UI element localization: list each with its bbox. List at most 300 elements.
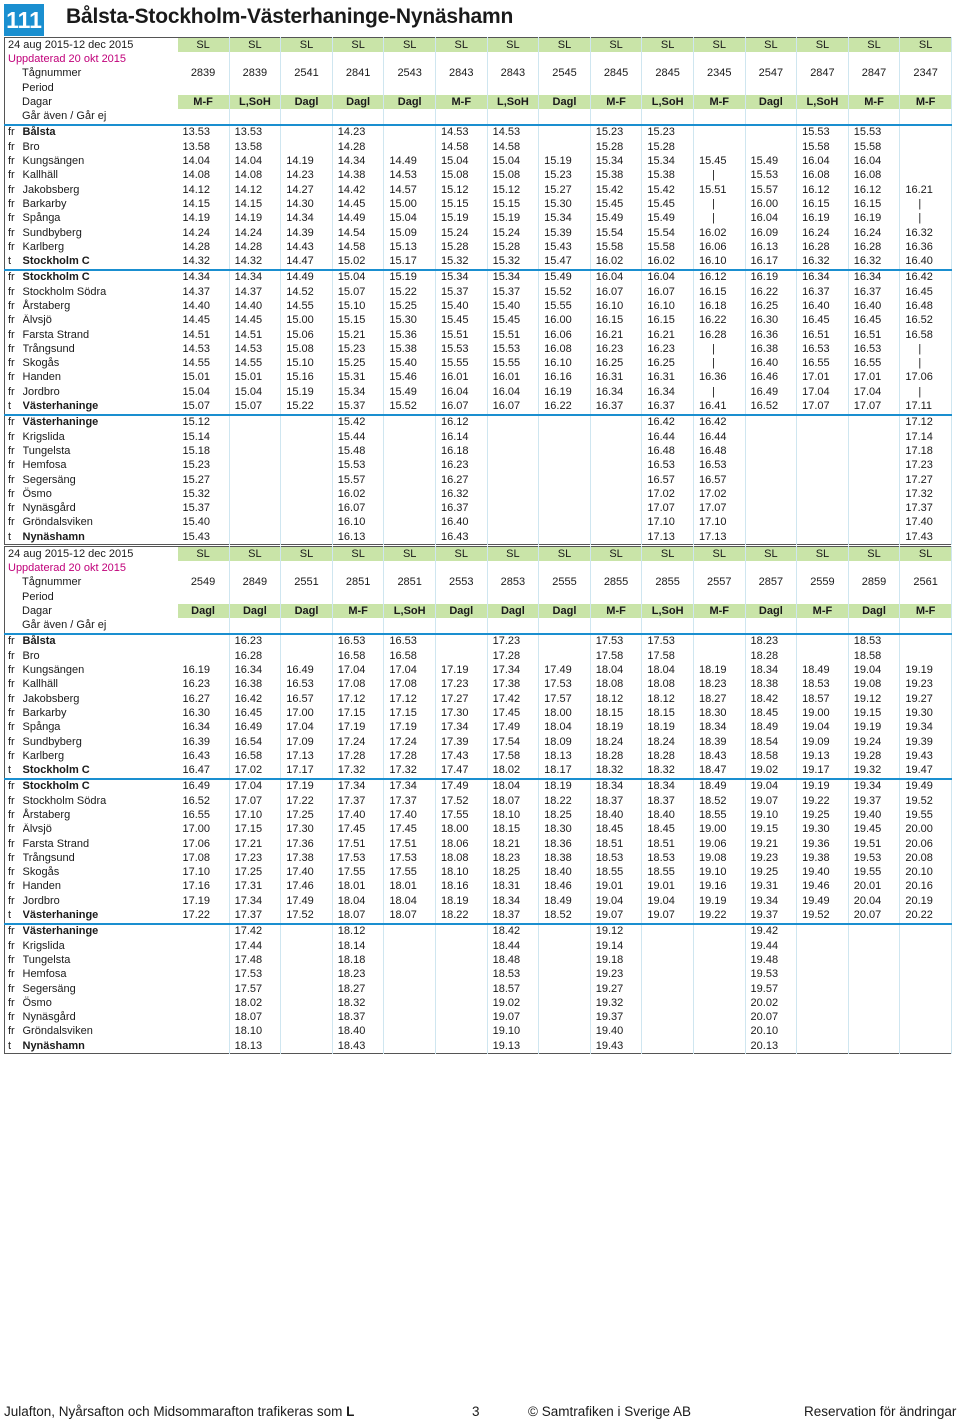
departure-time: 16.10 xyxy=(539,357,591,371)
departure-time: 18.12 xyxy=(332,924,384,939)
departure-time xyxy=(590,415,642,430)
departure-time xyxy=(435,1011,487,1025)
empty-cell xyxy=(384,52,436,66)
departure-time: 15.27 xyxy=(539,183,591,197)
departure-time xyxy=(745,125,797,140)
departure-time: 15.24 xyxy=(487,226,539,240)
stop-prefix: fr xyxy=(8,866,15,879)
departure-time xyxy=(848,982,900,996)
train-number-cell: 2853 xyxy=(487,576,539,590)
departure-time xyxy=(435,982,487,996)
departure-time: 18.54 xyxy=(745,735,797,749)
empty-cell xyxy=(332,52,384,66)
departure-time xyxy=(384,939,436,953)
departure-time: 17.02 xyxy=(642,487,694,501)
stop-prefix: fr xyxy=(8,487,15,500)
departure-time: 16.45 xyxy=(797,314,849,328)
departure-time: 15.53 xyxy=(435,342,487,356)
departure-time xyxy=(848,1011,900,1025)
stop-name: Tungelsta xyxy=(22,444,71,457)
stop-row xyxy=(5,314,952,328)
empty-cell xyxy=(797,618,849,633)
departure-time: 17.25 xyxy=(281,808,333,822)
departure-time: 17.37 xyxy=(900,502,952,516)
departure-time: 15.49 xyxy=(642,212,694,226)
departure-time xyxy=(487,473,539,487)
departure-time xyxy=(539,968,591,982)
departure-time: 16.07 xyxy=(590,285,642,299)
departure-time xyxy=(848,487,900,501)
departure-time xyxy=(539,634,591,649)
departure-time: 16.37 xyxy=(848,285,900,299)
departure-time: 19.13 xyxy=(487,1039,539,1054)
departure-time: 17.17 xyxy=(281,763,333,778)
departure-time: 18.34 xyxy=(693,721,745,735)
departure-time xyxy=(229,459,281,473)
departure-time: 18.02 xyxy=(229,996,281,1010)
departure-time: 16.10 xyxy=(332,516,384,530)
departure-time: 15.04 xyxy=(178,385,230,399)
departure-time: | xyxy=(693,169,745,183)
departure-time xyxy=(281,444,333,458)
departure-time: 16.06 xyxy=(539,328,591,342)
departure-time: 16.28 xyxy=(693,328,745,342)
departure-time xyxy=(745,473,797,487)
departure-time: 18.25 xyxy=(487,866,539,880)
departure-time: 16.27 xyxy=(435,473,487,487)
departure-time xyxy=(745,430,797,444)
departure-time: 14.58 xyxy=(487,140,539,154)
departure-time: 17.10 xyxy=(642,516,694,530)
departure-time: 17.48 xyxy=(229,953,281,967)
departure-time: 19.52 xyxy=(797,908,849,923)
departure-time xyxy=(797,939,849,953)
departure-time xyxy=(229,516,281,530)
stop-name: Bålsta xyxy=(23,634,178,649)
departure-time xyxy=(797,444,849,458)
days-cell: Dagl xyxy=(487,604,539,618)
operator-cell: SL xyxy=(745,38,797,53)
stop-name: Sundbyberg xyxy=(22,735,82,748)
stop-name: Västerhaninge xyxy=(22,400,99,413)
departure-time: 16.14 xyxy=(435,430,487,444)
departure-time xyxy=(281,459,333,473)
departure-time: 19.40 xyxy=(797,866,849,880)
departure-time: 16.23 xyxy=(435,459,487,473)
departure-time: 17.23 xyxy=(487,634,539,649)
departure-time: 16.42 xyxy=(693,415,745,430)
train-number-cell: 2843 xyxy=(435,67,487,81)
days-cell: L,SoH xyxy=(797,95,849,109)
departure-time: 16.07 xyxy=(435,399,487,414)
departure-time: 19.27 xyxy=(900,692,952,706)
departure-time: 17.04 xyxy=(848,385,900,399)
departure-time: 15.42 xyxy=(332,415,384,430)
departure-time xyxy=(178,968,230,982)
stop-name: Skogås xyxy=(22,866,60,879)
departure-time: 18.12 xyxy=(642,692,694,706)
stop-row xyxy=(5,939,952,953)
departure-time xyxy=(900,996,952,1010)
train-number-cell: 2843 xyxy=(487,67,539,81)
departure-time: 18.46 xyxy=(539,880,591,894)
stop-prefix: fr xyxy=(8,371,15,384)
departure-time: 17.25 xyxy=(229,866,281,880)
departure-time: 20.10 xyxy=(900,866,952,880)
empty-cell xyxy=(384,590,436,604)
departure-time: 15.09 xyxy=(384,226,436,240)
departure-time: 19.51 xyxy=(848,837,900,851)
train-number-cell: 2847 xyxy=(848,67,900,81)
departure-time xyxy=(693,953,745,967)
departure-time: 17.15 xyxy=(229,823,281,837)
departure-time: 18.21 xyxy=(487,837,539,851)
days-cell: M-F xyxy=(332,604,384,618)
departure-time: 15.01 xyxy=(178,371,230,385)
empty-cell xyxy=(435,590,487,604)
stop-prefix: fr xyxy=(8,342,15,355)
departure-time: 18.45 xyxy=(745,706,797,720)
empty-cell xyxy=(539,618,591,633)
departure-time: 16.42 xyxy=(229,692,281,706)
departure-time: 15.45 xyxy=(642,197,694,211)
stop-prefix: fr xyxy=(8,212,15,225)
departure-time: 19.13 xyxy=(797,749,849,763)
operator-cell: SL xyxy=(229,38,281,53)
departure-time: 17.07 xyxy=(642,502,694,516)
empty-cell xyxy=(642,81,694,95)
departure-time: 17.42 xyxy=(229,924,281,939)
stop-name: Kungsängen xyxy=(22,664,85,677)
departure-time: 17.37 xyxy=(384,794,436,808)
stop-prefix: fr xyxy=(8,837,15,850)
departure-time: 15.19 xyxy=(281,385,333,399)
departure-time: 19.46 xyxy=(797,880,849,894)
departure-time: 19.18 xyxy=(590,953,642,967)
departure-time: 20.07 xyxy=(848,908,900,923)
departure-time: 17.04 xyxy=(384,663,436,677)
departure-time xyxy=(435,1039,487,1054)
departure-time xyxy=(900,169,952,183)
departure-time: 19.04 xyxy=(642,894,694,908)
days-row xyxy=(5,604,952,618)
departure-time: 18.15 xyxy=(487,823,539,837)
departure-time: 17.08 xyxy=(332,678,384,692)
departure-time: 15.15 xyxy=(332,314,384,328)
departure-time xyxy=(693,1011,745,1025)
departure-time: 17.27 xyxy=(435,692,487,706)
departure-time: 17.40 xyxy=(384,808,436,822)
departure-time: 16.49 xyxy=(745,385,797,399)
stop-prefix: fr xyxy=(8,706,15,719)
departure-time: 15.30 xyxy=(539,197,591,211)
stop-row xyxy=(5,634,952,649)
departure-time: 17.04 xyxy=(797,385,849,399)
stop-row xyxy=(5,763,952,778)
stop-prefix: fr xyxy=(8,473,15,486)
departure-time: 16.42 xyxy=(900,270,952,285)
empty-cell xyxy=(229,109,281,124)
departure-time: 16.04 xyxy=(797,154,849,168)
departure-time: 16.51 xyxy=(848,328,900,342)
departure-time: 18.12 xyxy=(590,692,642,706)
departure-time: 17.52 xyxy=(435,794,487,808)
stop-name: Segersäng xyxy=(22,982,76,995)
stop-prefix: fr xyxy=(8,299,15,312)
stop-row xyxy=(5,706,952,720)
departure-time xyxy=(384,1025,436,1039)
departure-time: 15.12 xyxy=(487,183,539,197)
page-footer xyxy=(4,1404,958,1422)
departure-time xyxy=(281,1039,333,1054)
departure-time: 18.42 xyxy=(745,692,797,706)
departure-time: 18.01 xyxy=(332,880,384,894)
empty-cell xyxy=(229,618,281,633)
empty-cell xyxy=(539,590,591,604)
train-number-cell: 2547 xyxy=(745,67,797,81)
departure-time xyxy=(693,634,745,649)
operator-cell: SL xyxy=(487,547,539,562)
departure-time xyxy=(693,125,745,140)
stop-row xyxy=(5,226,952,240)
empty-cell xyxy=(178,81,230,95)
stop-name: Nynäsgård xyxy=(22,502,76,515)
departure-time xyxy=(797,924,849,939)
departure-time: 14.39 xyxy=(281,226,333,240)
operator-cell: SL xyxy=(642,38,694,53)
empty-cell xyxy=(435,81,487,95)
departure-time: 15.37 xyxy=(487,285,539,299)
departure-time xyxy=(848,473,900,487)
departure-time: 18.47 xyxy=(693,763,745,778)
departure-time: 18.10 xyxy=(229,1025,281,1039)
departure-time: 15.01 xyxy=(229,371,281,385)
departure-time xyxy=(797,415,849,430)
empty-cell xyxy=(797,52,849,66)
departure-time: 16.08 xyxy=(539,342,591,356)
train-number-cell: 2851 xyxy=(384,576,436,590)
empty-cell xyxy=(745,590,797,604)
departure-time: 18.01 xyxy=(384,880,436,894)
stop-row xyxy=(5,516,952,530)
departure-time: 18.04 xyxy=(487,779,539,794)
departure-time xyxy=(487,502,539,516)
departure-time: 16.27 xyxy=(178,692,230,706)
operator-cell: SL xyxy=(384,547,436,562)
train-number-cell: 2855 xyxy=(642,576,694,590)
departure-time: 14.34 xyxy=(178,270,230,285)
departure-time: 16.01 xyxy=(435,371,487,385)
departure-time: 16.15 xyxy=(590,314,642,328)
departure-time: 15.23 xyxy=(178,459,230,473)
goes-label: Går även / Går ej xyxy=(22,619,107,632)
departure-time xyxy=(590,516,642,530)
departure-time: 16.10 xyxy=(590,299,642,313)
departure-time: 19.30 xyxy=(900,706,952,720)
departure-time: 19.55 xyxy=(848,866,900,880)
departure-time: 19.14 xyxy=(590,939,642,953)
operator-cell: SL xyxy=(384,38,436,53)
stop-row xyxy=(5,444,952,458)
stop-prefix: fr xyxy=(8,502,15,515)
departure-time: 17.57 xyxy=(539,692,591,706)
departure-time: 14.54 xyxy=(332,226,384,240)
departure-time: 19.02 xyxy=(487,996,539,1010)
departure-time: 17.58 xyxy=(590,649,642,663)
departure-time: 15.22 xyxy=(384,285,436,299)
departure-time xyxy=(487,516,539,530)
departure-time: 18.13 xyxy=(539,749,591,763)
departure-time: 17.08 xyxy=(384,678,436,692)
stop-row xyxy=(5,430,952,444)
departure-time xyxy=(590,459,642,473)
operator-cell: SL xyxy=(642,547,694,562)
departure-time xyxy=(178,1039,230,1054)
stop-name: Tungelsta xyxy=(22,953,71,966)
departure-time: 15.53 xyxy=(745,169,797,183)
page-title: Bålsta-Stockholm-Västerhaninge-Nynäshamn xyxy=(66,5,514,28)
departure-time: 19.19 xyxy=(693,894,745,908)
departure-time: 16.36 xyxy=(900,240,952,254)
stop-row xyxy=(5,459,952,473)
departure-time: 14.37 xyxy=(178,285,230,299)
train-number-cell: 2555 xyxy=(539,576,591,590)
empty-cell xyxy=(900,561,952,575)
departure-time: 19.19 xyxy=(848,721,900,735)
departure-time xyxy=(539,140,591,154)
departure-time: 16.18 xyxy=(693,299,745,313)
departure-time: 20.16 xyxy=(900,880,952,894)
departure-time: 18.23 xyxy=(487,851,539,865)
stop-row xyxy=(5,894,952,908)
departure-time: 17.40 xyxy=(900,516,952,530)
departure-time: 19.34 xyxy=(848,779,900,794)
departure-time: 16.04 xyxy=(642,270,694,285)
empty-cell xyxy=(281,52,333,66)
stop-row xyxy=(5,530,952,545)
departure-time xyxy=(848,1025,900,1039)
stop-prefix: fr xyxy=(5,125,23,140)
departure-time: 18.49 xyxy=(797,663,849,677)
departure-time: 17.23 xyxy=(900,459,952,473)
departure-time: 15.00 xyxy=(281,314,333,328)
empty-cell xyxy=(281,590,333,604)
stop-name: Segersäng xyxy=(22,473,76,486)
departure-time: 15.49 xyxy=(384,385,436,399)
departure-time xyxy=(797,953,849,967)
departure-time: 18.10 xyxy=(487,808,539,822)
departure-time: 19.22 xyxy=(797,794,849,808)
stop-prefix: fr xyxy=(8,183,15,196)
departure-time: 15.08 xyxy=(487,169,539,183)
departure-time: 18.37 xyxy=(642,794,694,808)
departure-time xyxy=(797,1039,849,1054)
departure-time: 20.06 xyxy=(900,837,952,851)
stop-row xyxy=(5,678,952,692)
departure-time: 15.44 xyxy=(332,430,384,444)
departure-time: 16.34 xyxy=(642,385,694,399)
departure-time: 18.09 xyxy=(539,735,591,749)
departure-time: 18.49 xyxy=(693,779,745,794)
departure-time xyxy=(281,516,333,530)
stop-name: Skogås xyxy=(22,357,60,370)
departure-time: 14.08 xyxy=(229,169,281,183)
departure-time: 17.38 xyxy=(281,851,333,865)
departure-time: 18.18 xyxy=(332,953,384,967)
departure-time: 16.04 xyxy=(487,385,539,399)
departure-time: 17.45 xyxy=(384,823,436,837)
departure-time: 19.40 xyxy=(590,1025,642,1039)
departure-time: 18.02 xyxy=(487,763,539,778)
departure-time: 15.54 xyxy=(642,226,694,240)
departure-time: 19.08 xyxy=(848,678,900,692)
departure-time: 17.42 xyxy=(487,692,539,706)
departure-time: 15.31 xyxy=(332,371,384,385)
departure-time: 19.17 xyxy=(797,763,849,778)
departure-time xyxy=(900,125,952,140)
stop-row xyxy=(5,721,952,735)
departure-time xyxy=(590,530,642,545)
stop-row xyxy=(5,823,952,837)
departure-time: 17.53 xyxy=(590,634,642,649)
stop-row xyxy=(5,285,952,299)
departure-time xyxy=(539,444,591,458)
departure-time: 15.19 xyxy=(539,154,591,168)
empty-cell xyxy=(539,561,591,575)
departure-time xyxy=(539,982,591,996)
departure-time: 16.21 xyxy=(590,328,642,342)
departure-time: 17.19 xyxy=(384,721,436,735)
departure-time: 19.44 xyxy=(745,939,797,953)
stop-row xyxy=(5,212,952,226)
departure-time: 14.55 xyxy=(178,357,230,371)
departure-time xyxy=(642,982,694,996)
departure-time: 14.28 xyxy=(178,240,230,254)
departure-time: 20.22 xyxy=(900,908,952,923)
departure-time: 17.27 xyxy=(900,473,952,487)
departure-time: 18.23 xyxy=(745,634,797,649)
departure-time xyxy=(848,1039,900,1054)
departure-time: 14.34 xyxy=(332,154,384,168)
stop-row xyxy=(5,735,952,749)
departure-time: 19.57 xyxy=(745,982,797,996)
departure-time: 16.06 xyxy=(693,240,745,254)
departure-time: 18.34 xyxy=(745,663,797,677)
train-number-cell: 2845 xyxy=(590,67,642,81)
departure-time: 18.28 xyxy=(745,649,797,663)
stop-name: Nynäshamn xyxy=(22,530,85,543)
departure-time xyxy=(281,140,333,154)
stop-name: Spånga xyxy=(22,212,61,225)
departure-time: 15.58 xyxy=(848,140,900,154)
stop-row xyxy=(5,996,952,1010)
departure-time xyxy=(797,968,849,982)
departure-time: 16.08 xyxy=(848,169,900,183)
days-label: Dagar xyxy=(22,95,52,108)
train-number-label: Tågnummer xyxy=(22,67,82,80)
departure-time: 16.58 xyxy=(332,649,384,663)
period-row xyxy=(5,81,952,95)
departure-time: 16.40 xyxy=(745,357,797,371)
departure-time xyxy=(384,459,436,473)
departure-time: 15.46 xyxy=(384,371,436,385)
stop-prefix: t xyxy=(8,255,12,268)
departure-time: 16.12 xyxy=(435,415,487,430)
departure-time: 14.53 xyxy=(229,342,281,356)
stop-row xyxy=(5,649,952,663)
empty-cell xyxy=(642,590,694,604)
departure-time: | xyxy=(693,197,745,211)
